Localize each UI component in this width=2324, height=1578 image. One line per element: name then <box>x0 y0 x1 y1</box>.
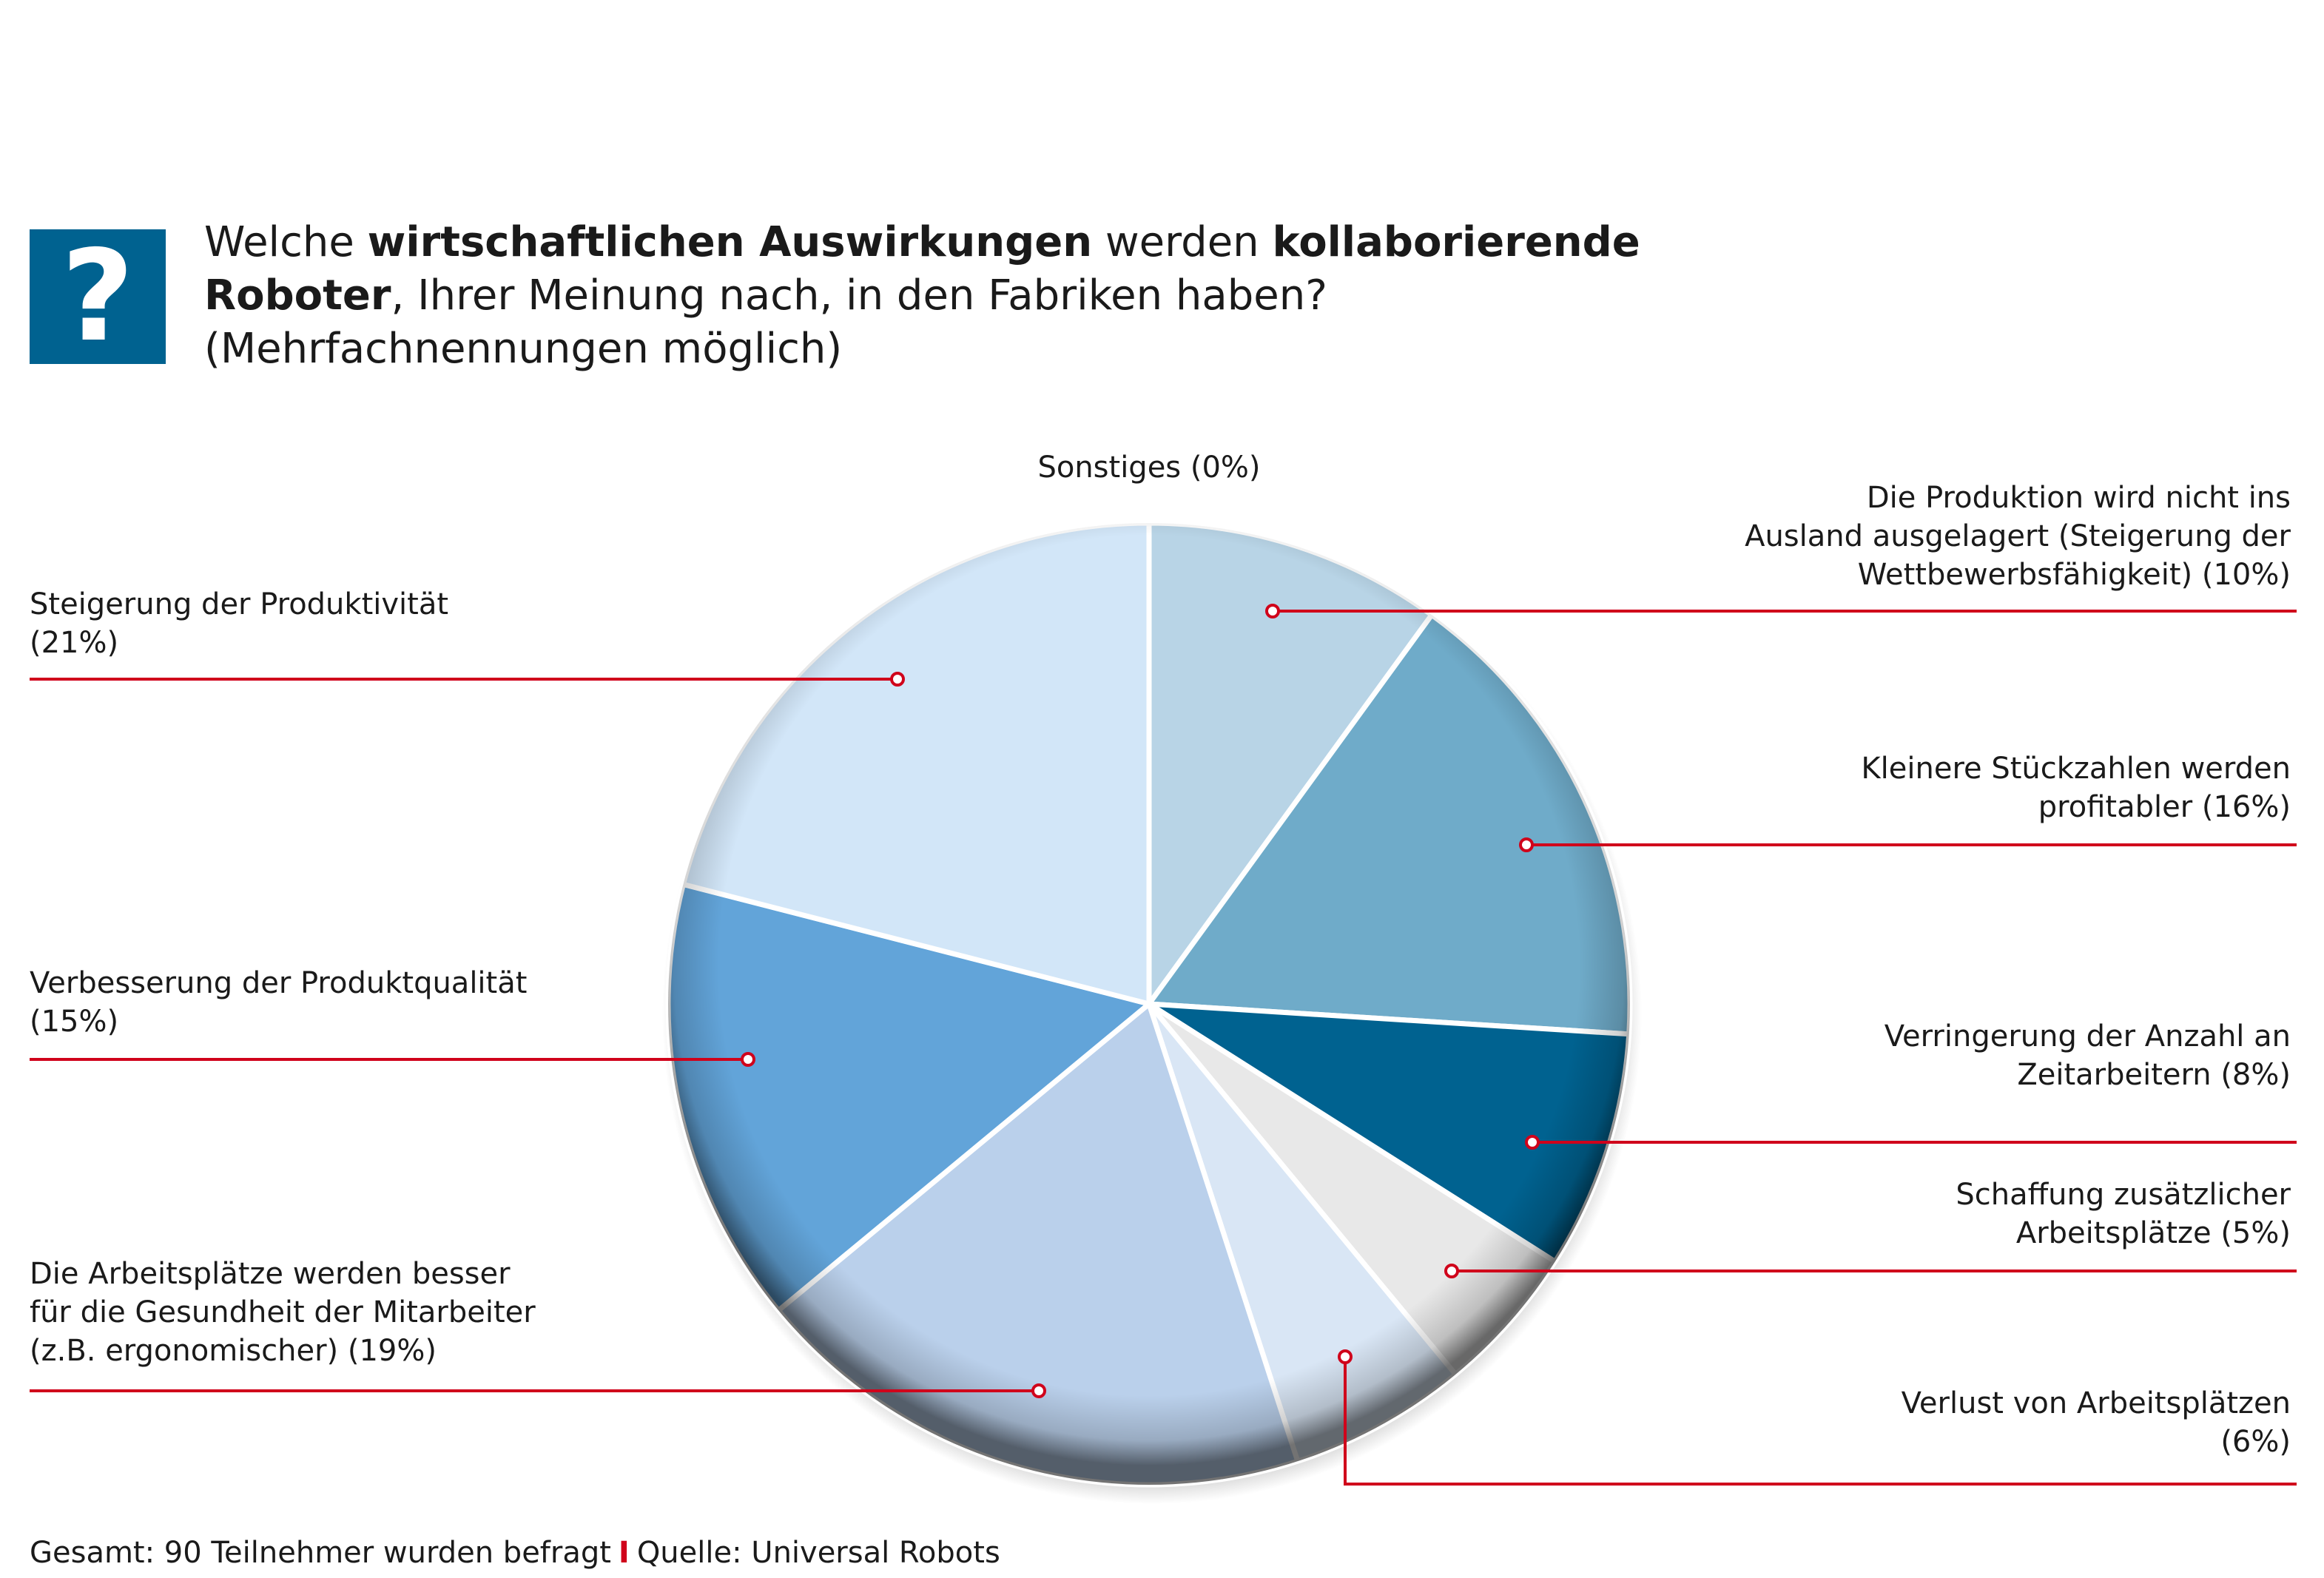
question-part: werden <box>1092 218 1273 266</box>
slice-label-line: (15%) <box>30 1005 119 1039</box>
slice-label <box>30 587 448 660</box>
participants-text: Gesamt: 90 Teilnehmer wurden befragt <box>30 1536 611 1570</box>
slice-label-line: Wettbewerbsfähigkeit) (10%) <box>1857 558 2291 592</box>
slice-label-line: Zeitarbeitern (8%) <box>2017 1058 2291 1092</box>
leader-line <box>1345 1361 2297 1484</box>
question-part-bold: kollaborierende Roboter <box>204 218 1640 320</box>
source-text: Quelle: Universal Robots <box>636 1536 1000 1570</box>
slice-label <box>30 966 527 1039</box>
leader-dot <box>742 1053 754 1065</box>
footer-separator: I <box>618 1536 630 1570</box>
slice-label <box>1902 1386 2291 1459</box>
slice-label-line: Die Produktion wird nicht ins <box>1866 481 2291 515</box>
slice-label <box>30 1257 536 1368</box>
slice-label <box>1745 481 2291 592</box>
leader-dot <box>1446 1265 1458 1277</box>
slice-label-line: (6%) <box>2220 1425 2291 1459</box>
slice-label-line: (21%) <box>30 626 119 660</box>
slice-label-line: Verlust von Arbeitsplätzen <box>1901 1386 2291 1420</box>
slice-label-line: Verringerung der Anzahl an <box>1884 1019 2291 1053</box>
question-mark-icon: ? <box>30 229 166 364</box>
slice-label-line: Verbesserung der Produktqualität <box>30 966 528 1000</box>
slice-label-line: Die Arbeitsplätze werden besser <box>30 1257 511 1291</box>
leader-dot <box>1267 605 1279 617</box>
slice-label <box>1885 1019 2291 1092</box>
footer-note <box>30 1536 1000 1570</box>
question-part: Welche <box>204 218 368 266</box>
leader-dot <box>1526 1136 1538 1148</box>
pie-rim-shade <box>668 523 1630 1485</box>
slice-label-line: Kleinere Stückzahlen werden <box>1861 752 2291 786</box>
slice-label-line: Arbeitsplätze (5%) <box>2015 1216 2291 1250</box>
slice-label <box>1861 752 2291 824</box>
slice-label <box>1037 451 1260 485</box>
slice-label-line: Ausland ausgelagert (Steigerung der <box>1745 519 2291 553</box>
slice-label-line: für die Gesundheit der Mitarbeiter <box>30 1295 536 1329</box>
question-part-bold: wirtschaftlichen Auswirkungen <box>367 218 1093 266</box>
leader-dot <box>892 673 903 685</box>
leader-dot <box>1033 1385 1045 1397</box>
slice-label-line: profitabler (16%) <box>2038 790 2291 824</box>
pie-rim <box>668 523 1630 1485</box>
slice-label-line: (z.B. ergonomischer) (19%) <box>30 1334 437 1368</box>
leader-dot <box>1339 1351 1351 1363</box>
question-part: , Ihrer Meinung nach, in den Fabriken haben? (Mehrfachnennungen möglich) <box>204 272 1327 373</box>
slice-label-line: Schaffung zusätzlicher <box>1956 1178 2291 1212</box>
slice-label <box>1956 1178 2291 1250</box>
slice-label-line: Sonstiges (0%) <box>1037 451 1261 485</box>
leader-dot <box>1520 839 1532 851</box>
slice-label-line: Steigerung der Produktivität <box>30 587 449 621</box>
